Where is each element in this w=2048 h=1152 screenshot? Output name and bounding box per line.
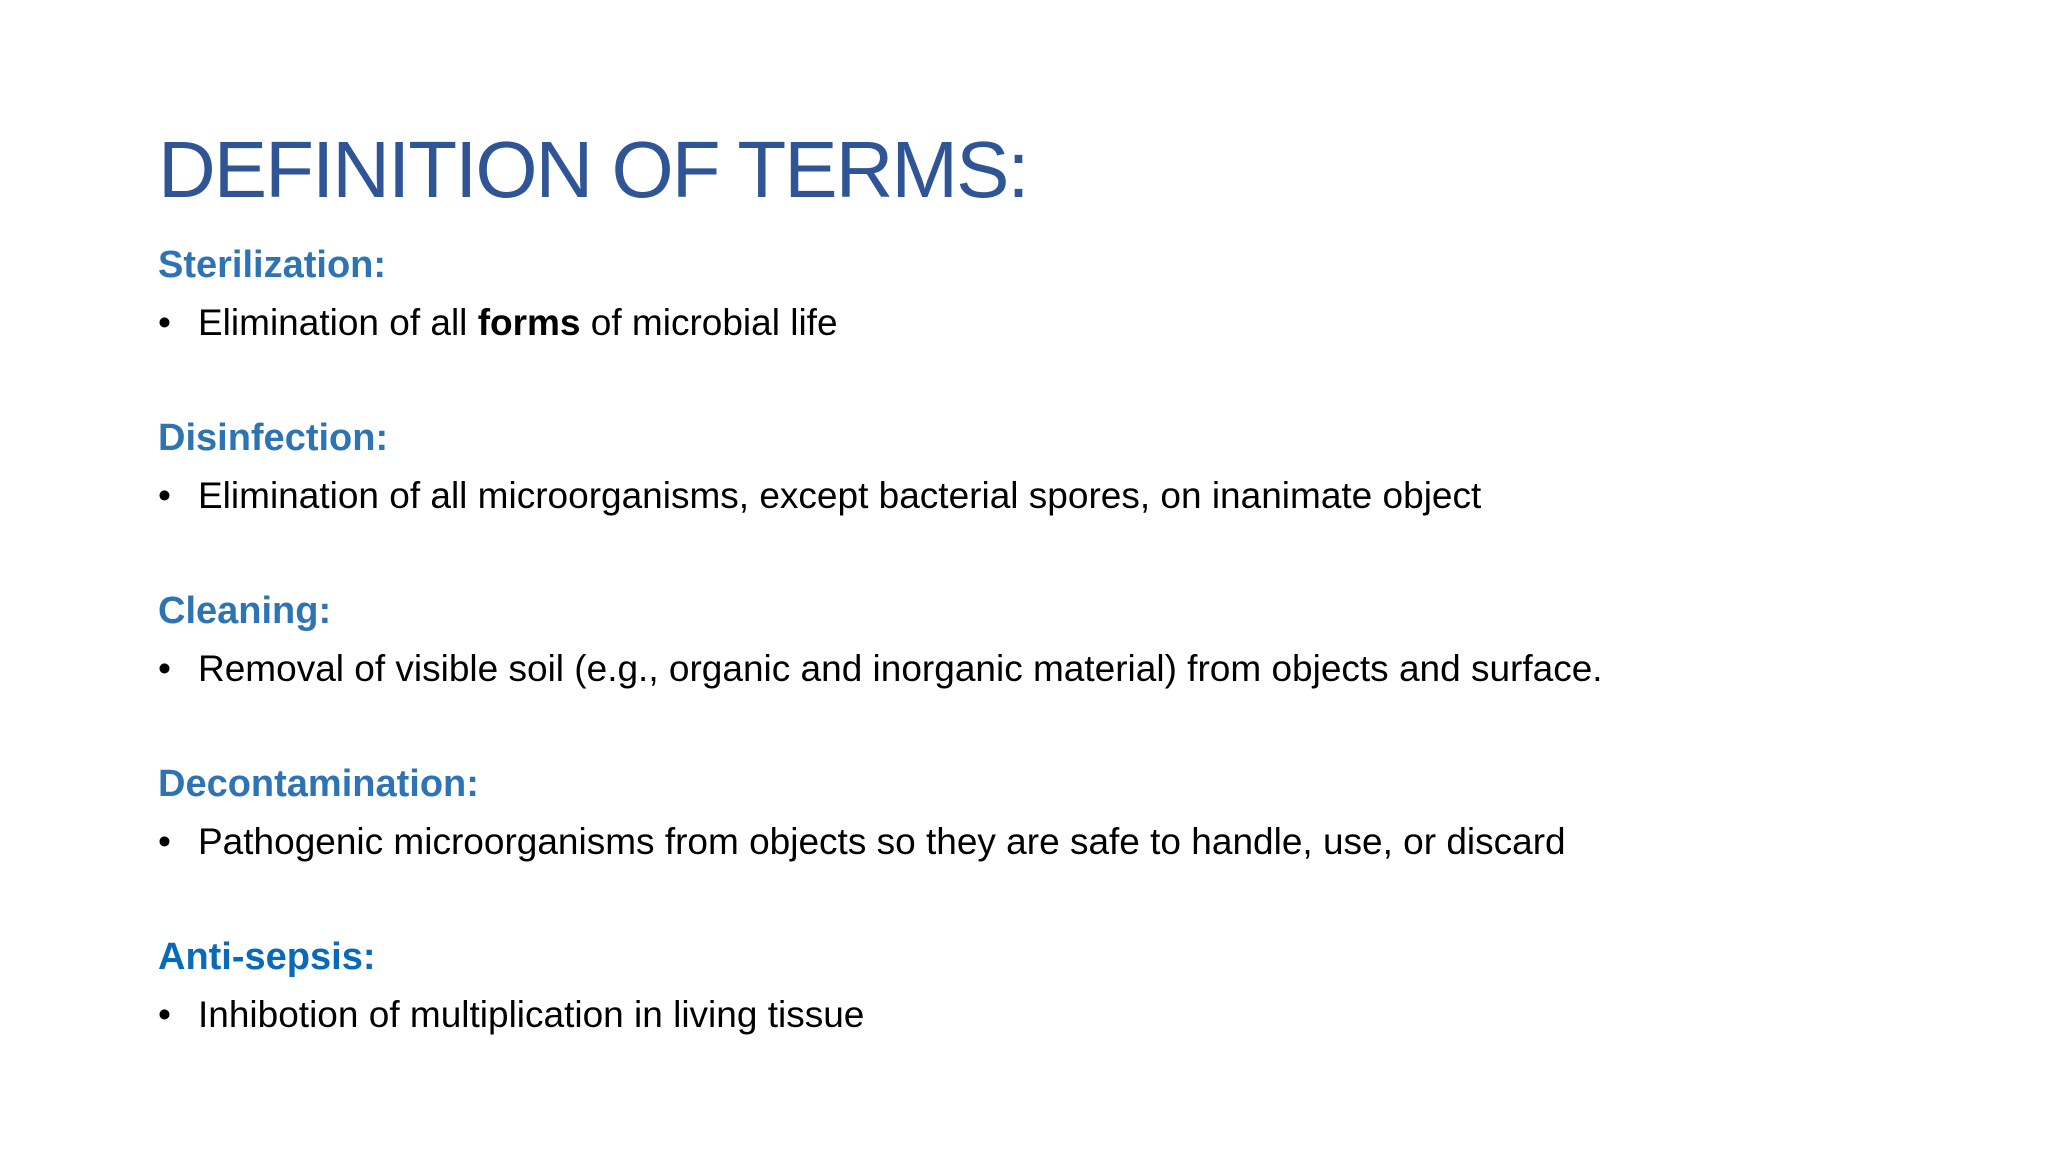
definition-text: Inhibotion of multiplication in living tissue (198, 994, 865, 1035)
term-heading: Disinfection: (158, 417, 389, 459)
bullet-icon: • (158, 994, 171, 1035)
term-anti-sepsis (158, 928, 1978, 1101)
term-heading: Sterilization: (158, 244, 387, 286)
bullet-icon: • (158, 648, 171, 689)
definition-text: Pathogenic microorganisms from objects so they are safe to handle, use, or discard (198, 821, 1566, 862)
term-decontamination (158, 755, 1978, 928)
term-definition (158, 813, 1566, 871)
definition-text: Elimination of all microorganisms, except bacterial spores, on inanimate object (198, 475, 1482, 516)
definition-text (198, 302, 838, 343)
definition-text-start: Elimination of all (198, 302, 478, 343)
term-disinfection (158, 409, 1978, 582)
bullet-icon: • (158, 475, 171, 516)
definition-emphasis: forms (477, 302, 581, 343)
term-heading: Cleaning: (158, 590, 332, 632)
slide-title: DEFINITION OF TERMS: (158, 125, 1028, 214)
bullet-icon: • (158, 302, 171, 343)
terms-list (158, 236, 1978, 1101)
term-definition (158, 640, 1603, 698)
term-heading: Anti-sepsis: (158, 936, 376, 978)
bullet-icon: • (158, 821, 171, 862)
term-definition (158, 294, 838, 352)
term-definition (158, 467, 1481, 525)
definition-text-end: of microbial life (580, 302, 838, 343)
definition-text: Removal of visible soil (e.g., organic and inorganic material) from objects and surface. (198, 648, 1603, 689)
term-heading: Decontamination: (158, 763, 479, 805)
term-definition (158, 986, 864, 1044)
term-cleaning (158, 582, 1978, 755)
term-sterilization (158, 236, 1978, 409)
